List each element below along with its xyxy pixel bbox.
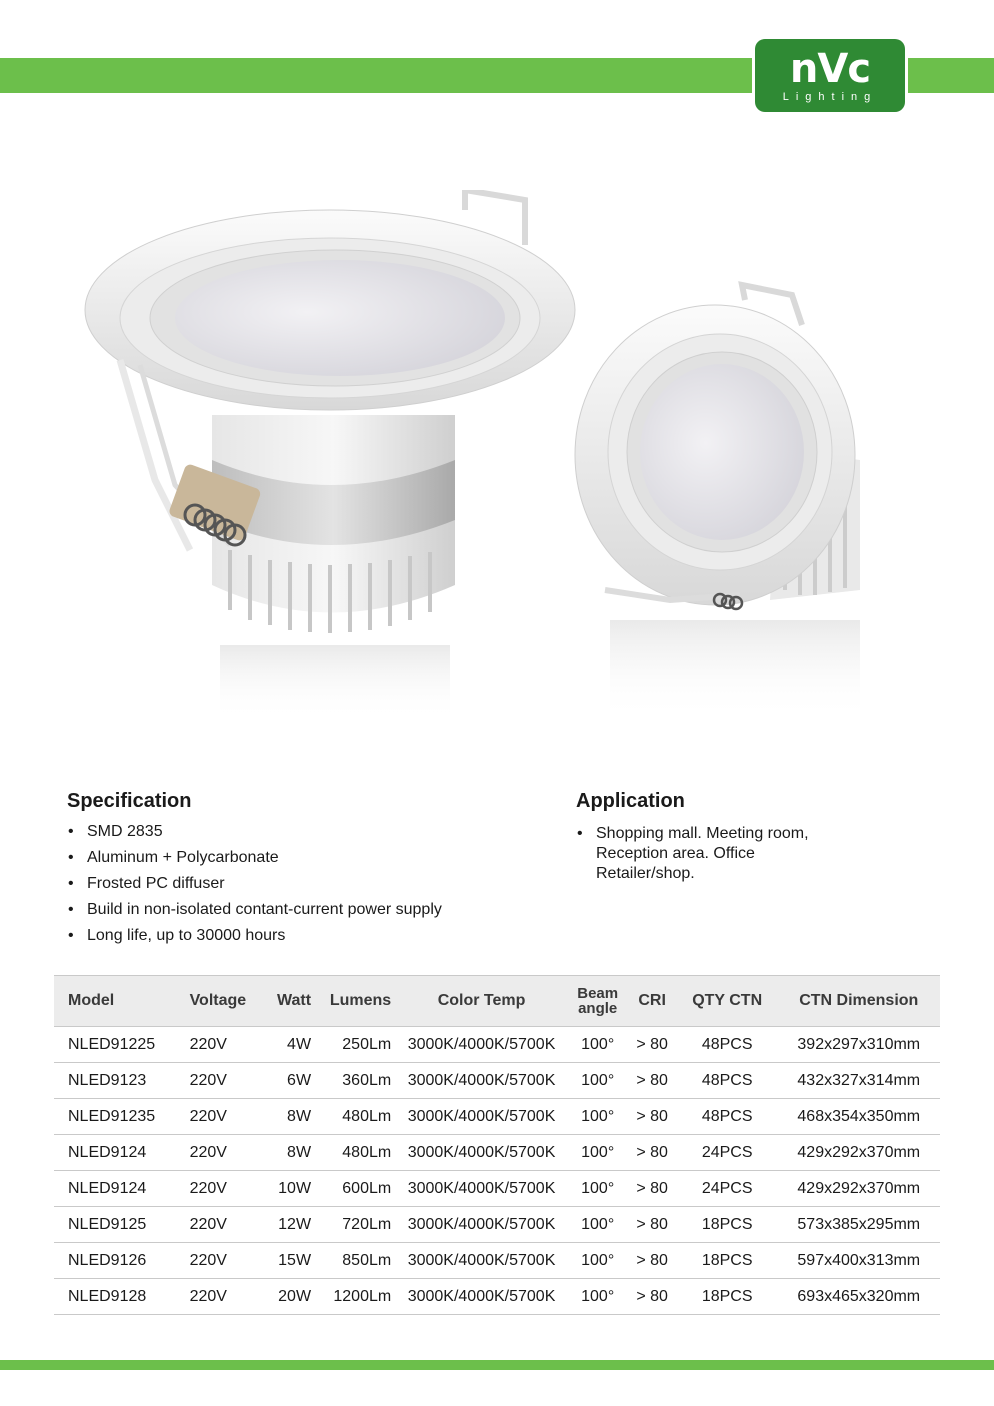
cell-qty-ctn: 18PCS xyxy=(677,1207,778,1243)
spec-item: • Long life, up to 30000 hours xyxy=(67,926,507,952)
cell-cri: > 80 xyxy=(627,1207,676,1243)
product-photo-downlights xyxy=(80,190,880,730)
header-watt: Watt xyxy=(276,992,312,1009)
application-item xyxy=(576,824,876,882)
cell-cri: > 80 xyxy=(627,1171,676,1207)
table-row xyxy=(54,1027,940,1063)
header-lumens: Lumens xyxy=(329,992,392,1009)
cell-model: NLED9123 xyxy=(54,1063,186,1099)
cell-cri: > 80 xyxy=(627,1099,676,1135)
cell-color-temp: 3000K/4000K/5700K xyxy=(395,1063,568,1099)
cell-model: NLED9125 xyxy=(54,1207,186,1243)
cell-ctn-dimension: 468x354x350mm xyxy=(778,1099,940,1135)
cell-beam-angle: 100° xyxy=(568,1063,628,1099)
spec-item: • SMD 2835 xyxy=(67,822,507,848)
cell-qty-ctn: 48PCS xyxy=(677,1099,778,1135)
table-row xyxy=(54,1279,940,1315)
cell-ctn-dimension: 573x385x295mm xyxy=(778,1207,940,1243)
cell-ctn-dimension: 392x297x310mm xyxy=(778,1027,940,1063)
large-downlight xyxy=(85,190,575,720)
cell-watt: 15W xyxy=(266,1243,315,1279)
cell-voltage: 220V xyxy=(186,1027,266,1063)
cell-lumens: 250Lm xyxy=(315,1027,395,1063)
table-header-row xyxy=(54,976,940,1027)
cell-watt: 8W xyxy=(266,1099,315,1135)
cell-voltage: 220V xyxy=(186,1171,266,1207)
cell-voltage: 220V xyxy=(186,1207,266,1243)
cell-ctn-dimension: 429x292x370mm xyxy=(778,1171,940,1207)
logo-wordmark: nVc xyxy=(789,45,871,92)
cell-watt: 20W xyxy=(266,1279,315,1315)
cell-cri: > 80 xyxy=(627,1243,676,1279)
header-color-temp: Color Temp xyxy=(437,992,526,1009)
cell-ctn-dimension: 432x327x314mm xyxy=(778,1063,940,1099)
cell-color-temp: 3000K/4000K/5700K xyxy=(395,1099,568,1135)
application-list xyxy=(576,824,876,882)
cell-watt: 4W xyxy=(266,1027,315,1063)
cell-cri: > 80 xyxy=(627,1027,676,1063)
cell-watt: 10W xyxy=(266,1171,315,1207)
product-spec-table xyxy=(54,975,940,1315)
table-row xyxy=(54,1063,940,1099)
table-row xyxy=(54,1135,940,1171)
cell-lumens: 480Lm xyxy=(315,1099,395,1135)
spec-item: • Aluminum + Polycarbonate xyxy=(67,848,507,874)
table-row xyxy=(54,1099,940,1135)
header-cri: CRI xyxy=(638,992,666,1009)
cell-lumens: 850Lm xyxy=(315,1243,395,1279)
header-model: Model xyxy=(68,992,115,1009)
cell-qty-ctn: 18PCS xyxy=(677,1279,778,1315)
spec-item: • Build in non-isolated contant-current power supply xyxy=(67,900,507,926)
cell-voltage: 220V xyxy=(186,1279,266,1315)
specification-heading: Specification xyxy=(67,790,192,812)
table-row xyxy=(54,1207,940,1243)
cell-color-temp: 3000K/4000K/5700K xyxy=(395,1171,568,1207)
cell-watt: 8W xyxy=(266,1135,315,1171)
table-row xyxy=(54,1171,940,1207)
application-line: Shopping mall. Meeting room, xyxy=(596,825,809,842)
cell-lumens: 360Lm xyxy=(315,1063,395,1099)
logo-badge xyxy=(755,39,905,112)
header-qty-ctn: QTY CTN xyxy=(692,992,763,1009)
cell-voltage: 220V xyxy=(186,1063,266,1099)
cell-lumens: 480Lm xyxy=(315,1135,395,1171)
cell-cri: > 80 xyxy=(627,1063,676,1099)
spec-item: • Frosted PC diffuser xyxy=(67,874,507,900)
cell-color-temp: 3000K/4000K/5700K xyxy=(395,1135,568,1171)
cell-beam-angle: 100° xyxy=(568,1207,628,1243)
cell-lumens: 1200Lm xyxy=(315,1279,395,1315)
cell-color-temp: 3000K/4000K/5700K xyxy=(395,1027,568,1063)
cell-watt: 6W xyxy=(266,1063,315,1099)
cell-ctn-dimension: 597x400x313mm xyxy=(778,1243,940,1279)
cell-voltage: 220V xyxy=(186,1135,266,1171)
cell-beam-angle: 100° xyxy=(568,1171,628,1207)
nvc-logo xyxy=(752,36,908,115)
header-ctn-dimension: CTN Dimension xyxy=(799,992,919,1009)
application-line: Reception area. Office xyxy=(596,845,755,862)
application-heading: Application xyxy=(576,790,685,812)
cell-model: NLED91225 xyxy=(54,1027,186,1063)
cell-beam-angle: 100° xyxy=(568,1135,628,1171)
cell-voltage: 220V xyxy=(186,1099,266,1135)
cell-cri: > 80 xyxy=(627,1279,676,1315)
cell-model: NLED91235 xyxy=(54,1099,186,1135)
header-voltage: Voltage xyxy=(189,992,247,1009)
cell-beam-angle: 100° xyxy=(568,1099,628,1135)
cell-ctn-dimension: 693x465x320mm xyxy=(778,1279,940,1315)
cell-color-temp: 3000K/4000K/5700K xyxy=(395,1243,568,1279)
cell-model: NLED9124 xyxy=(54,1135,186,1171)
cell-qty-ctn: 48PCS xyxy=(677,1027,778,1063)
cell-cri: > 80 xyxy=(627,1135,676,1171)
cell-beam-angle: 100° xyxy=(568,1243,628,1279)
cell-ctn-dimension: 429x292x370mm xyxy=(778,1135,940,1171)
header-beam-angle: Beam angle xyxy=(577,985,619,1017)
small-downlight xyxy=(575,285,860,720)
bottom-green-bar xyxy=(0,1360,994,1370)
cell-model: NLED9128 xyxy=(54,1279,186,1315)
cell-qty-ctn: 48PCS xyxy=(677,1063,778,1099)
cell-color-temp: 3000K/4000K/5700K xyxy=(395,1207,568,1243)
table-row xyxy=(54,1243,940,1279)
application-line: Retailer/shop. xyxy=(596,865,695,882)
cell-watt: 12W xyxy=(266,1207,315,1243)
cell-lumens: 720Lm xyxy=(315,1207,395,1243)
cell-lumens: 600Lm xyxy=(315,1171,395,1207)
cell-model: NLED9124 xyxy=(54,1171,186,1207)
logo-subtitle: Lighting xyxy=(782,90,878,103)
cell-qty-ctn: 24PCS xyxy=(677,1135,778,1171)
cell-color-temp: 3000K/4000K/5700K xyxy=(395,1279,568,1315)
cell-qty-ctn: 18PCS xyxy=(677,1243,778,1279)
specification-list xyxy=(67,822,507,952)
cell-model: NLED9126 xyxy=(54,1243,186,1279)
cell-beam-angle: 100° xyxy=(568,1027,628,1063)
table-body xyxy=(54,1027,940,1315)
cell-voltage: 220V xyxy=(186,1243,266,1279)
cell-qty-ctn: 24PCS xyxy=(677,1171,778,1207)
cell-beam-angle: 100° xyxy=(568,1279,628,1315)
